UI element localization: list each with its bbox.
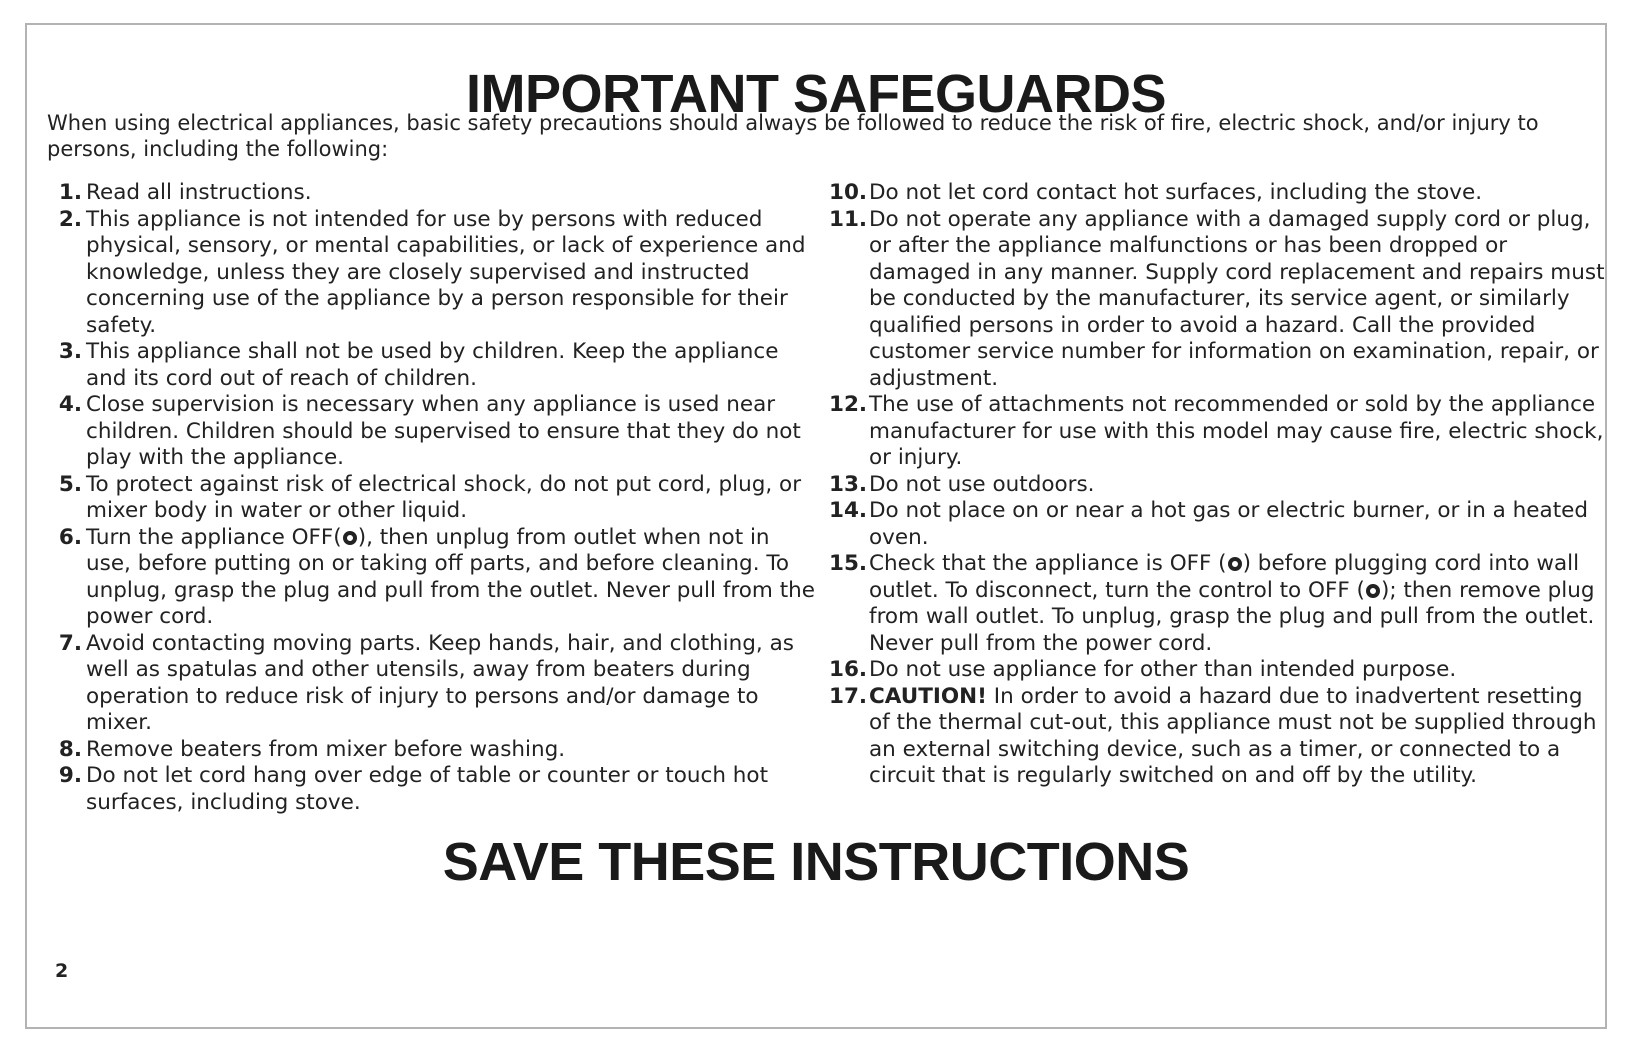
item-number: 5. xyxy=(58,471,82,497)
item-text: Do not let cord contact hot surfaces, including the stove. xyxy=(869,180,1483,205)
item-number: 1. xyxy=(58,180,82,205)
safeguard-item-4 xyxy=(55,392,815,472)
item-text-a: Turn the appliance OFF( xyxy=(86,524,342,550)
item-number: 6. xyxy=(58,524,82,550)
item-text: The use of attachments not recommended or sold by the appliance manufacturer for use with this model may cause fire, electric shock, or injury. xyxy=(869,392,1604,470)
item-text: Avoid contacting moving parts. Keep hands, hair, and clothing, as well as spatulas and other utensils, away from beaters during operation to reduce risk of injury to persons and/or damage to mixer. xyxy=(86,630,794,735)
item-text: This appliance is not intended for use by persons with reduced physical, sensory, or mental capabilities, or lack of experience and knowledge, unless they are closely supervised and instructed concerning use of the appliance by a person responsible for their safety. xyxy=(86,206,806,338)
item-text-c: ); then remove plug from wall outlet. To unplug, grasp the plug and pull from the outlet. Never pull from the power cord. xyxy=(869,577,1595,656)
off-circle-icon xyxy=(343,531,357,545)
safeguard-item-7 xyxy=(55,631,815,737)
item-text-b: ) before plugging cord into wall outlet. To disconnect, turn the control to OFF ( xyxy=(869,551,1580,603)
item-number: 9. xyxy=(58,763,82,788)
item-number: 14. xyxy=(829,498,868,523)
safeguard-item-3 xyxy=(55,339,815,392)
item-number: 15. xyxy=(829,551,868,576)
item-number: 4. xyxy=(58,392,82,417)
item-text: To protect against risk of electrical shock, do not put cord, plug, or mixer body in water or other liquid. xyxy=(86,471,802,523)
safeguard-item-2 xyxy=(55,207,815,340)
item-text: Do not place on or near a hot gas or electric burner, or in a heated oven. xyxy=(869,498,1589,550)
safeguard-item-11 xyxy=(829,207,1609,393)
item-text: Read all instructions. xyxy=(86,180,312,205)
item-number: 12. xyxy=(829,392,868,417)
safeguards-list-left xyxy=(55,180,815,816)
safeguard-item-10 xyxy=(829,180,1609,207)
item-text: Do not use outdoors. xyxy=(869,471,1095,497)
safeguard-item-6 xyxy=(55,525,815,631)
safeguard-item-13 xyxy=(829,472,1609,499)
intro-paragraph: When using electrical appliances, basic safety precautions should always be followed to reduce the risk of fire, electric shock, and/or injury to persons, including the following: xyxy=(47,111,1539,161)
item-text: Close supervision is necessary when any appliance is used near children. Children should be supervised to ensure that they do not play with the appliance. xyxy=(86,392,801,470)
item-text: Remove beaters from mixer before washing. xyxy=(86,736,566,762)
page-title: IMPORTANT SAFEGUARDS xyxy=(466,64,1166,124)
save-instructions-heading: SAVE THESE INSTRUCTIONS xyxy=(442,832,1190,892)
item-number: 11. xyxy=(829,206,868,232)
safeguard-item-5 xyxy=(55,472,815,525)
item-text: Do not use appliance for other than intended purpose. xyxy=(869,657,1457,682)
item-number: 3. xyxy=(58,339,82,364)
item-text: This appliance shall not be used by children. Keep the appliance and its cord out of reach of children. xyxy=(86,339,779,391)
safeguard-item-1 xyxy=(55,180,815,207)
safeguard-item-12 xyxy=(829,392,1609,472)
item-text: In order to avoid a hazard due to inadvertent resetting of the thermal cut-out, this appliance must not be supplied through an external switching device, such as a timer, or connected to a circuit that is regularly switched on and off by the utility. xyxy=(869,683,1597,788)
item-number: 7. xyxy=(58,630,82,656)
off-circle-icon xyxy=(1228,557,1242,571)
safeguard-item-9 xyxy=(55,763,815,816)
item-number: 17. xyxy=(829,683,868,709)
safeguard-item-8 xyxy=(55,737,815,764)
manual-page xyxy=(25,23,1607,1029)
item-number: 10. xyxy=(829,180,868,205)
caution-label: CAUTION! xyxy=(869,683,987,709)
safeguards-list-right xyxy=(829,180,1609,790)
item-number: 13. xyxy=(829,471,868,497)
item-number: 2. xyxy=(58,206,82,232)
item-text: Do not operate any appliance with a damaged supply cord or plug, or after the appliance malfunctions or has been dropped or damaged in any manner. Supply cord replacement and repairs must be conducted by the manufacturer, its service agent, or similarly qualified persons in order to avoid a hazard. Call the provided customer service number for information on examination, repair, or adjustment. xyxy=(869,206,1605,391)
safeguard-item-15 xyxy=(829,551,1609,657)
off-circle-icon xyxy=(1366,584,1380,598)
safeguard-item-16 xyxy=(829,657,1609,684)
page-number: 2 xyxy=(55,960,69,982)
item-text-b: ), then unplug from outlet when not in use, before putting on or taking off parts, and before cleaning. To unplug, grasp the plug and pull from the outlet. Never pull from the power cord. xyxy=(86,524,815,629)
safeguard-item-14 xyxy=(829,498,1609,551)
item-number: 16. xyxy=(829,657,868,682)
safeguard-item-17 xyxy=(829,684,1609,790)
item-number: 8. xyxy=(58,736,82,762)
item-text: Do not let cord hang over edge of table or counter or touch hot surfaces, including stove. xyxy=(86,763,769,815)
item-text-a: Check that the appliance is OFF ( xyxy=(869,551,1227,576)
